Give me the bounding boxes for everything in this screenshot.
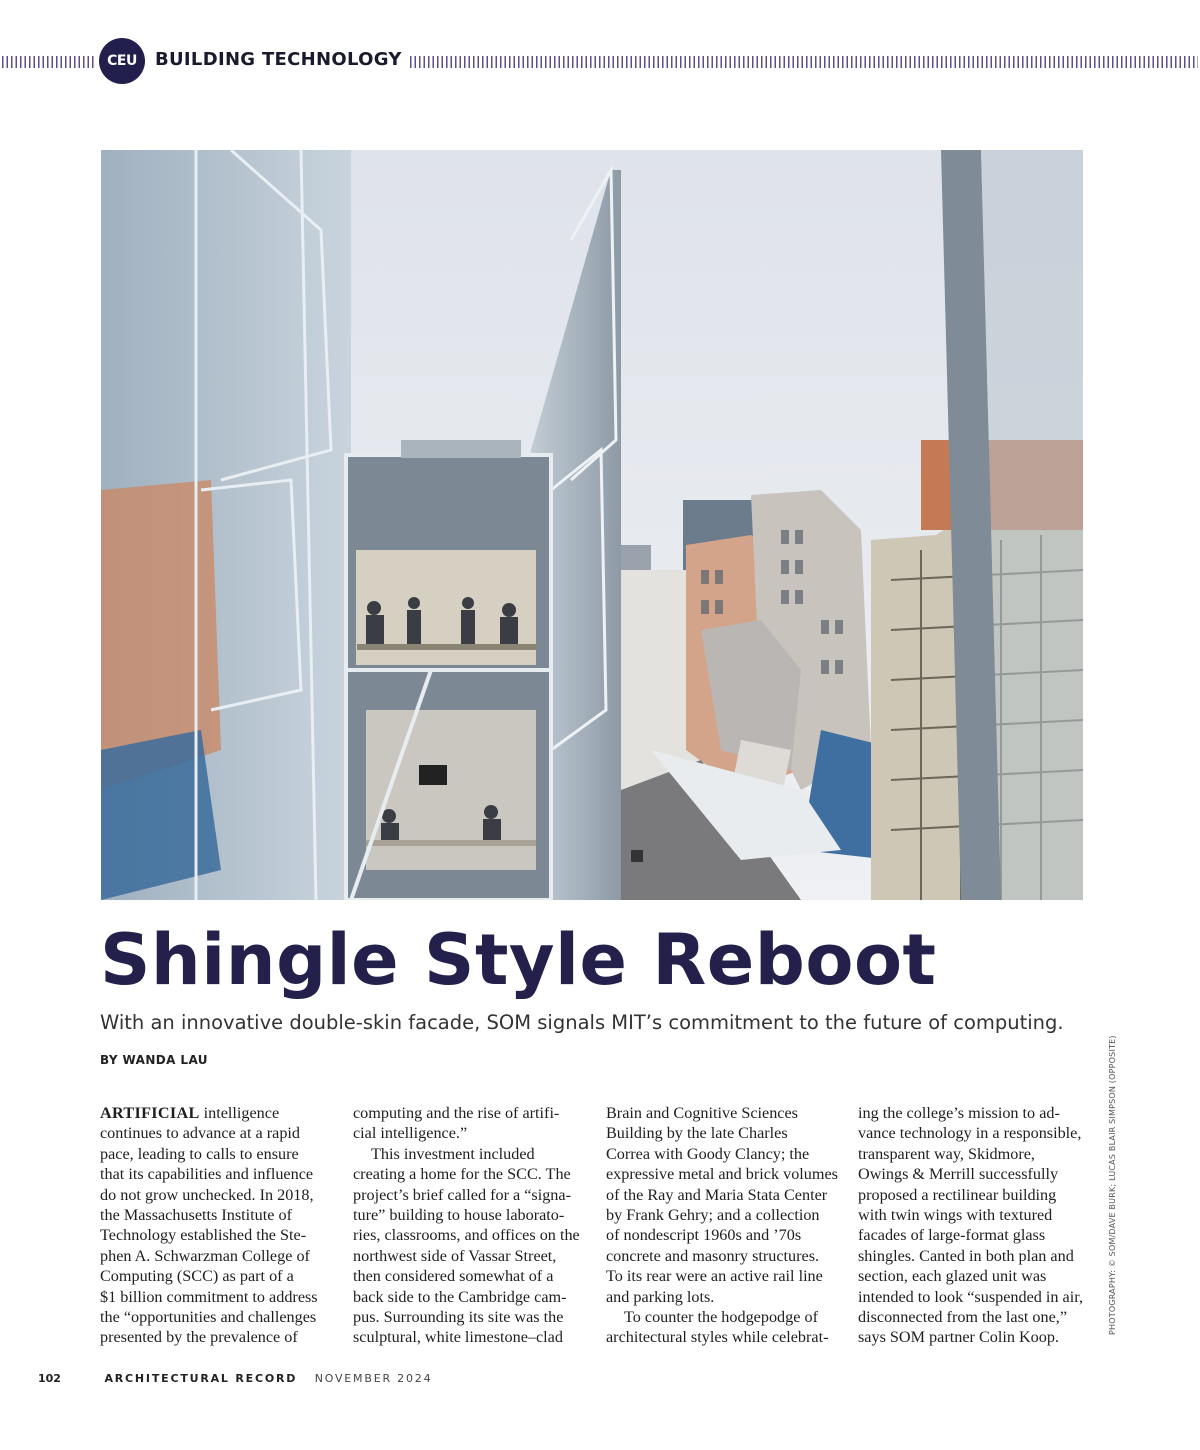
body-line: shingles. Canted in both plan and bbox=[858, 1246, 1074, 1265]
body-column-4 bbox=[858, 1103, 1083, 1348]
body-line: Building by the late Charles bbox=[606, 1124, 788, 1143]
body-column-3 bbox=[606, 1103, 838, 1348]
body-line: continues to advance at a rapid bbox=[100, 1124, 301, 1143]
body-line: creating a home for the SCC. The bbox=[353, 1165, 571, 1184]
body-line: section, each glazed unit was bbox=[858, 1267, 1047, 1286]
photo-credit-text: PHOTOGRAPHY: © SOM/DAVE BURK; LUCAS BLAIR SIMPSON (OPPOSITE) bbox=[1108, 1035, 1117, 1335]
body-line: ing the college’s mission to ad- bbox=[858, 1104, 1060, 1122]
body-line: pus. Surrounding its site was the bbox=[353, 1308, 564, 1327]
body-line: Technology established the Ste- bbox=[100, 1226, 307, 1245]
body-line: ries, classrooms, and offices on the bbox=[353, 1226, 580, 1245]
issue-date: NOVEMBER 2024 bbox=[314, 1372, 433, 1385]
body-column-1 bbox=[100, 1103, 325, 1348]
body-line: architectural styles while celebrat- bbox=[606, 1328, 829, 1347]
photo-credit bbox=[1108, 1015, 1122, 1335]
body-line: Brain and Cognitive Sciences bbox=[606, 1104, 798, 1122]
body-line: pace, leading to calls to ensure bbox=[100, 1144, 299, 1163]
body-line: computing and the rise of artifi- bbox=[353, 1104, 560, 1122]
body-line: presented by the prevalence of bbox=[100, 1328, 298, 1347]
body-line: project’s brief called for a “signa- bbox=[353, 1185, 571, 1204]
ceu-badge: CEU bbox=[99, 38, 145, 84]
page-footer bbox=[38, 1372, 432, 1385]
body-line: intelligence bbox=[199, 1104, 280, 1122]
body-line: back side to the Cambridge cam- bbox=[353, 1287, 567, 1306]
body-line: ture” building to house laborato- bbox=[353, 1206, 565, 1225]
body-line: Correa with Goody Clancy; the bbox=[606, 1144, 810, 1163]
hero-photo bbox=[101, 150, 1083, 900]
body-line: of the Ray and Maria Stata Center bbox=[606, 1185, 828, 1204]
body-line: Owings & Merrill successfully bbox=[858, 1165, 1059, 1184]
body-column-2 bbox=[353, 1103, 578, 1348]
body-line: proposed a rectilinear building bbox=[858, 1185, 1057, 1204]
body-line: phen A. Schwarzman College of bbox=[100, 1246, 310, 1265]
body-line: transparent way, Skidmore, bbox=[858, 1144, 1035, 1163]
page-number: 102 bbox=[38, 1372, 61, 1385]
body-line: says SOM partner Colin Koop. bbox=[858, 1328, 1059, 1347]
body-line: the Massachusetts Institute of bbox=[100, 1206, 292, 1225]
body-line: $1 billion commitment to address bbox=[100, 1287, 318, 1306]
article-byline: BY WANDA LAU bbox=[100, 1053, 208, 1067]
lead-word: ARTIFICIAL bbox=[100, 1104, 200, 1122]
body-line: Computing (SCC) as part of a bbox=[100, 1267, 294, 1286]
decorative-tick-rule bbox=[410, 56, 1198, 68]
article-deck: With an innovative double-skin facade, SOM signals MIT’s commitment to the future of computing. bbox=[100, 1011, 1064, 1034]
body-line: This investment included bbox=[371, 1144, 535, 1163]
body-line: of nondescript 1960s and ’70s bbox=[606, 1226, 802, 1245]
body-line: do not grow unchecked. In 2018, bbox=[100, 1185, 314, 1204]
body-line: northwest side of Vassar Street, bbox=[353, 1246, 557, 1265]
article-title: Shingle Style Reboot bbox=[100, 919, 937, 1001]
body-line: facades of large-format glass bbox=[858, 1226, 1046, 1245]
section-header bbox=[0, 38, 1200, 84]
decorative-tick-rule bbox=[2, 56, 96, 68]
body-line: intended to look “suspended in air, bbox=[858, 1287, 1084, 1306]
body-line: To counter the hodgepodge of bbox=[624, 1308, 818, 1327]
body-line: the “opportunities and challenges bbox=[100, 1308, 317, 1327]
body-line: sculptural, white limestone–clad bbox=[353, 1328, 563, 1347]
body-line: cial intelligence.” bbox=[353, 1124, 468, 1143]
body-line: with twin wings with textured bbox=[858, 1206, 1053, 1225]
body-line: disconnected from the last one,” bbox=[858, 1308, 1068, 1327]
publication-name: ARCHITECTURAL RECORD bbox=[104, 1372, 298, 1385]
body-line: that its capabilities and influence bbox=[100, 1165, 314, 1184]
body-line: then considered somewhat of a bbox=[353, 1267, 554, 1286]
section-label: BUILDING TECHNOLOGY bbox=[155, 49, 402, 70]
body-line: concrete and masonry structures. bbox=[606, 1246, 820, 1265]
body-line: vance technology in a responsible, bbox=[858, 1124, 1082, 1143]
body-line: expressive metal and brick volumes bbox=[606, 1165, 838, 1184]
body-line: To its rear were an active rail line bbox=[606, 1267, 823, 1286]
body-line: and parking lots. bbox=[606, 1287, 715, 1306]
body-line: by Frank Gehry; and a collection bbox=[606, 1206, 820, 1225]
